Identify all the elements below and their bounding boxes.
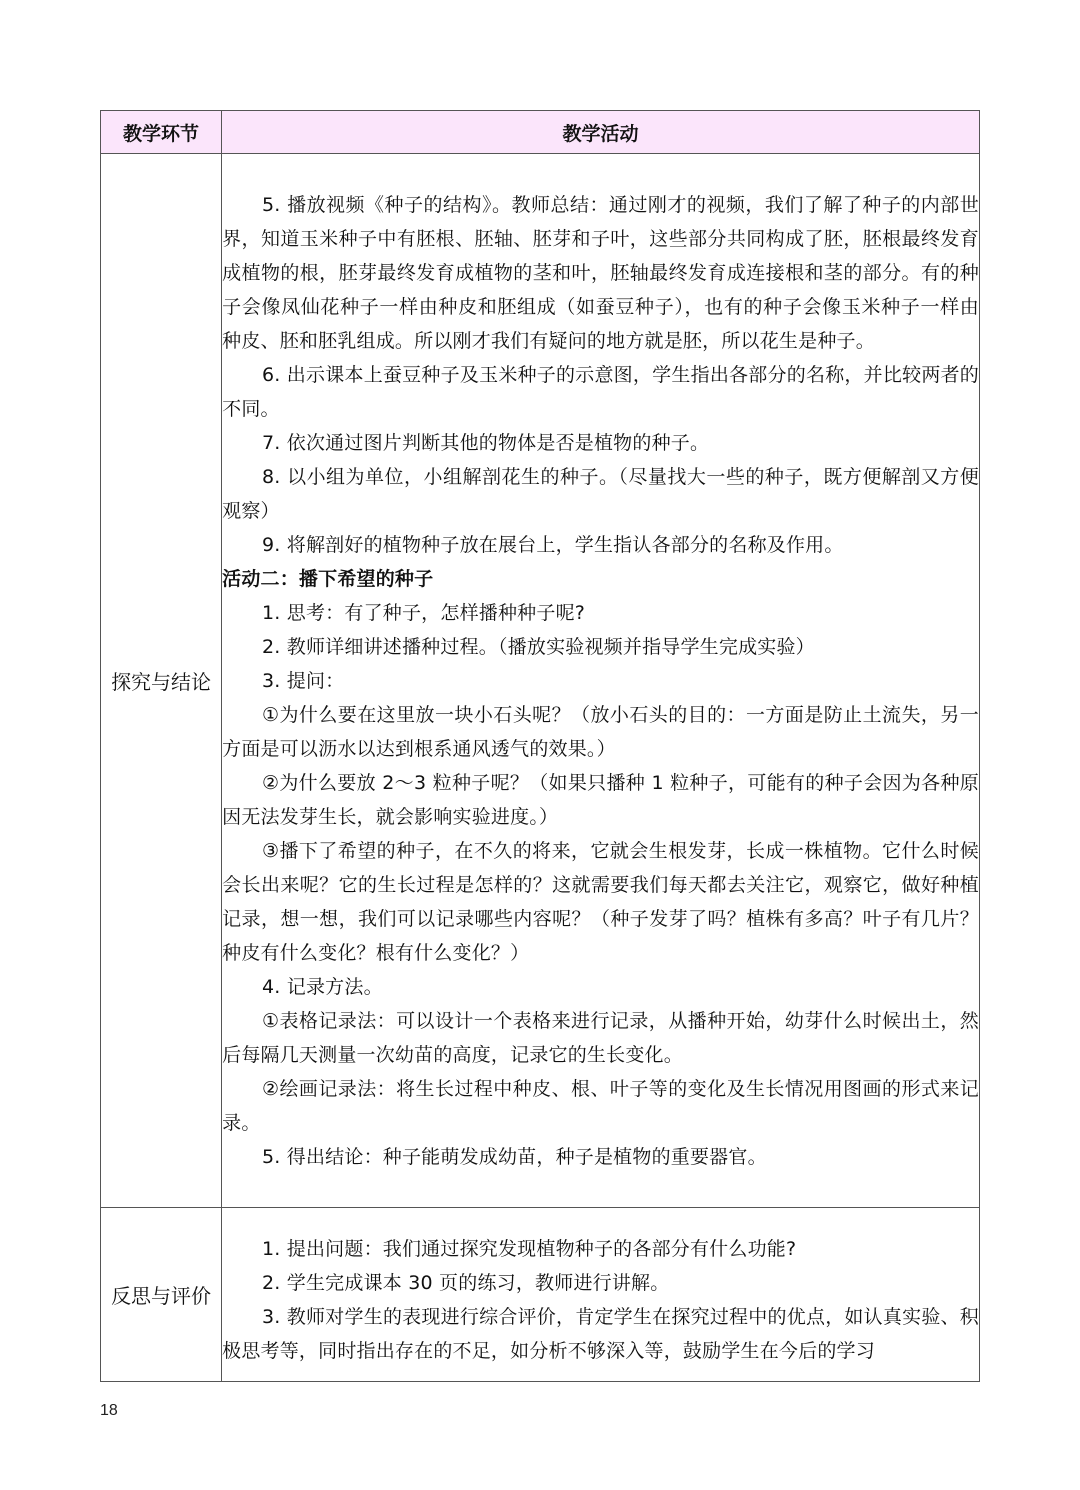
lesson-plan-table	[100, 110, 980, 1382]
table-row	[101, 154, 980, 1208]
activity-paragraph: 8. 以小组为单位，小组解剖花生的种子。（尽量找大一些的种子，既方便解剖又方便观察）	[222, 465, 979, 522]
activity-paragraph: 9. 将解剖好的植物种子放在展台上，学生指认各部分的名称及作用。	[262, 533, 844, 556]
header-teaching-stage: 教学环节	[101, 111, 222, 154]
activity-cell	[222, 1208, 980, 1382]
stage-cell: 反思与评价	[101, 1208, 222, 1382]
activity-paragraph: 7. 依次通过图片判断其他的物体是否是植物的种子。	[262, 431, 710, 454]
stage-cell: 探究与结论	[101, 154, 222, 1208]
activity-paragraph: 4. 记录方法。	[262, 975, 383, 998]
activity-paragraph: 1. 思考：有了种子，怎样播种种子呢?	[262, 601, 586, 624]
activity-paragraph: 5. 播放视频《种子的结构》。教师总结：通过刚才的视频，我们了解了种子的内部世界，知道玉米种子中有胚根、胚轴、胚芽和子叶，这些部分共同构成了胚，胚根最终发育成植物的根，胚芽最终发育成植物的茎和叶，胚轴最终发育成连接根和茎的部分。有的种子会像凤仙花种子一样由种皮和胚组成（如蚕豆种子），也有的种子会像玉米种子一样由种皮、胚和胚乳组成。所以刚才我们有疑问的地方就是胚，所以花生是种子。	[222, 193, 979, 352]
activity-paragraph: 2. 教师详细讲述播种过程。（播放实验视频并指导学生完成实验）	[262, 635, 815, 658]
activity-paragraph: 2. 学生完成课本 30 页的练习，教师进行讲解。	[262, 1271, 670, 1294]
page-number: 18	[100, 1402, 118, 1419]
activity-paragraph: 3. 教师对学生的表现进行综合评价，肯定学生在探究过程中的优点，如认真实验、积极思考等，同时指出存在的不足，如分析不够深入等，鼓励学生在今后的学习	[222, 1305, 979, 1362]
table-row	[101, 1208, 980, 1382]
activity-paragraph: ①表格记录法：可以设计一个表格来进行记录，从播种开始，幼芽什么时候出土，然后每隔几天测量一次幼苗的高度，记录它的生长变化。	[222, 1009, 979, 1066]
activity-paragraph: 6. 出示课本上蚕豆种子及玉米种子的示意图，学生指出各部分的名称，并比较两者的不同。	[222, 363, 979, 420]
activity-paragraph: ③播下了希望的种子，在不久的将来，它就会生根发芽，长成一株植物。它什么时候会长出来呢？它的生长过程是怎样的？这就需要我们每天都去关注它，观察它，做好种植记录，想一想，我们可以记录哪些内容呢？（种子发芽了吗？植株有多高？叶子有几片？种皮有什么变化？根有什么变化？）	[222, 839, 979, 964]
activity-cell	[222, 154, 980, 1208]
activity-paragraph: 1. 提出问题：我们通过探究发现植物种子的各部分有什么功能?	[262, 1237, 797, 1260]
activity-paragraph: ①为什么要在这里放一块小石头呢？（放小石头的目的：一方面是防止土流失，另一方面是可以沥水以达到根系通风透气的效果。）	[222, 703, 979, 760]
activity-subheading: 活动二：播下希望的种子	[222, 567, 434, 590]
activity-paragraph: 5. 得出结论：种子能萌发成幼苗，种子是植物的重要器官。	[262, 1145, 767, 1168]
activity-paragraph: 3. 提问：	[262, 669, 345, 692]
activity-paragraph: ②为什么要放 2～3 粒种子呢？（如果只播种 1 粒种子，可能有的种子会因为各种原因无法发芽生长，就会影响实验进度。）	[222, 771, 979, 828]
table-header-row	[101, 111, 980, 154]
activity-paragraph: ②绘画记录法：将生长过程中种皮、根、叶子等的变化及生长情况用图画的形式来记录。	[222, 1077, 979, 1134]
header-teaching-activity: 教学活动	[222, 111, 980, 154]
